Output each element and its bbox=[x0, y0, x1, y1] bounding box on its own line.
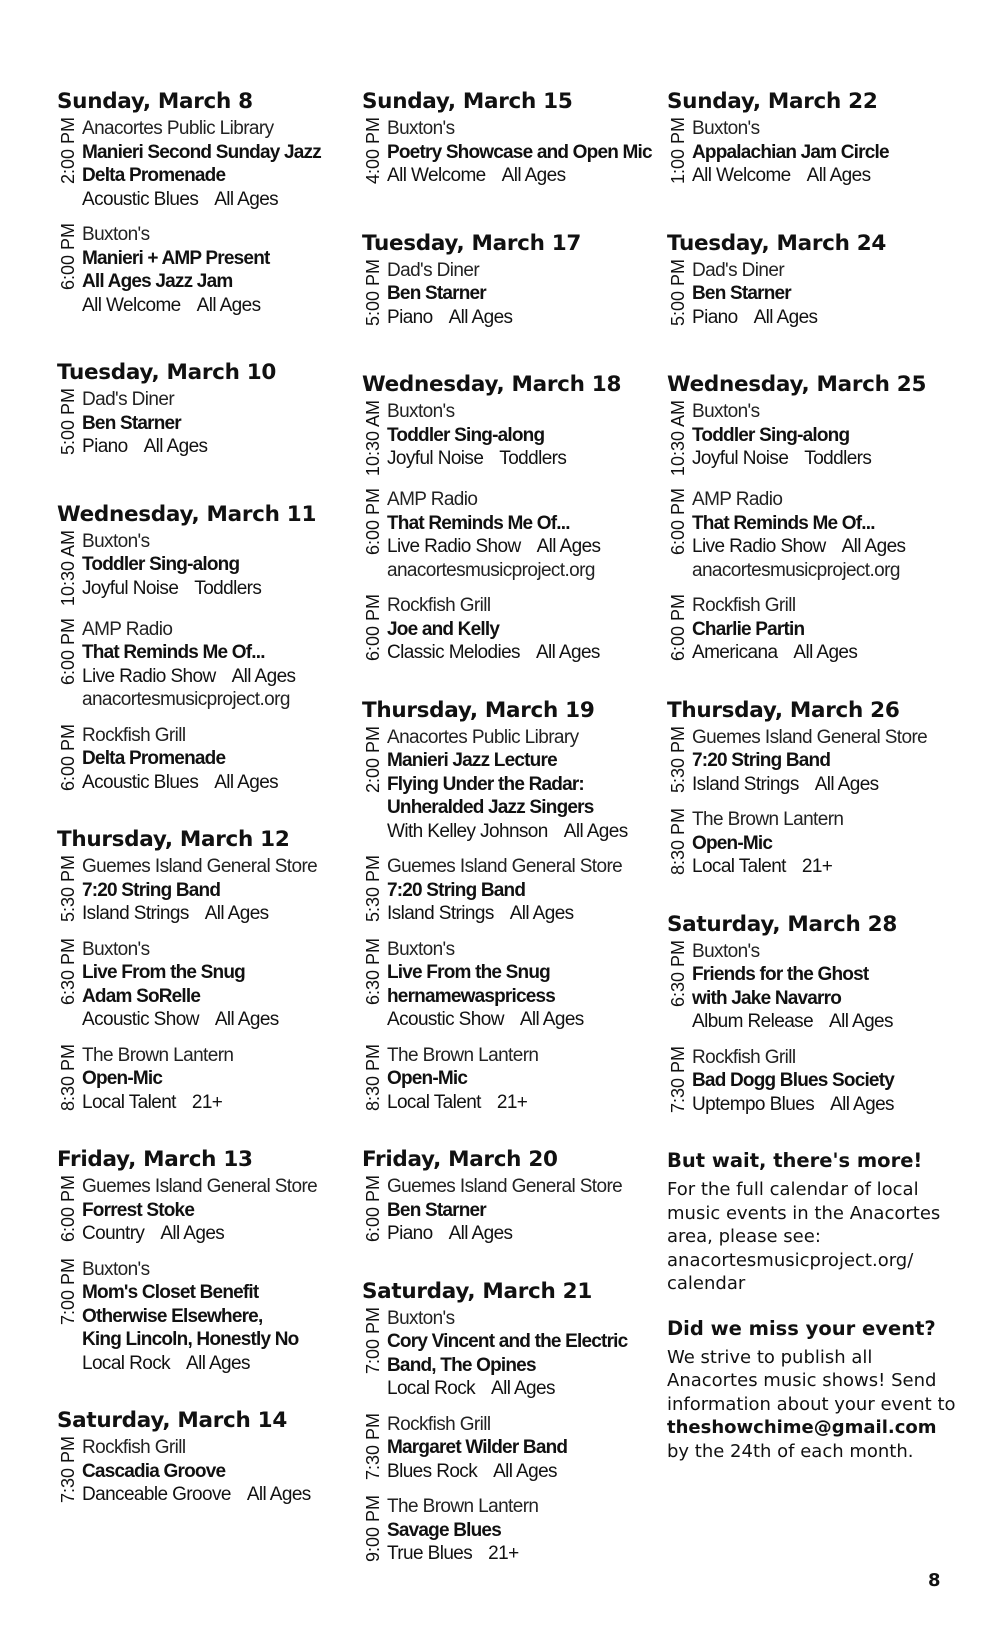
event-act: Open-Mic bbox=[82, 1068, 163, 1090]
event-ages: All Ages bbox=[231, 665, 296, 687]
event-venue: The Brown Lantern bbox=[692, 809, 844, 831]
event-venue: Anacortes Public Library bbox=[82, 118, 274, 139]
event bbox=[57, 938, 342, 1032]
event-time: 5:30 PM bbox=[58, 855, 78, 923]
event-act: Bad Dogg Blues Society bbox=[692, 1070, 894, 1092]
event bbox=[362, 400, 662, 476]
event-act: Unheralded Jazz Singers bbox=[387, 797, 594, 819]
event-time: 6:00 PM bbox=[668, 488, 688, 556]
event-time: 6:00 PM bbox=[58, 223, 78, 291]
event-genre: Piano bbox=[692, 306, 738, 328]
event-genre: Acoustic Blues bbox=[82, 188, 199, 210]
event-genre: Country bbox=[82, 1223, 145, 1245]
missed-event-text-end: by the 24th of each month. bbox=[667, 1440, 914, 1462]
event-act: Cory Vincent and the Electric bbox=[387, 1331, 628, 1353]
event-venue: Dad's Diner bbox=[82, 389, 175, 410]
day-heading: Saturday, March 21 bbox=[362, 1278, 592, 1304]
event-venue: Buxton's bbox=[82, 530, 150, 552]
event-genre: Piano bbox=[387, 1223, 433, 1245]
event-venue: Guemes Island General Store bbox=[692, 726, 928, 748]
day-heading: Wednesday, March 18 bbox=[362, 372, 622, 397]
day-tuesday-march-24 bbox=[667, 230, 957, 330]
event-ages: All Ages bbox=[536, 536, 601, 558]
day-heading: Thursday, March 26 bbox=[667, 697, 900, 723]
event bbox=[57, 1044, 342, 1115]
day-saturday-march-28 bbox=[667, 911, 957, 1117]
event-time: 7:30 PM bbox=[363, 1412, 383, 1480]
event-genre: Album Release bbox=[692, 1011, 814, 1033]
event-venue: Guemes Island General Store bbox=[82, 1176, 318, 1198]
event-genre: Joyful Noise bbox=[82, 577, 179, 599]
event-ages: All Ages bbox=[493, 1460, 557, 1482]
more-info-heading: But wait, there's more! bbox=[667, 1149, 923, 1173]
event-act: Ben Starner bbox=[82, 412, 181, 434]
event bbox=[57, 388, 342, 459]
event bbox=[362, 594, 662, 665]
event-time: 2:00 PM bbox=[363, 725, 383, 793]
event-venue: AMP Radio bbox=[387, 489, 478, 511]
event-act: That Reminds Me Of... bbox=[387, 512, 570, 534]
event-venue: Buxton's bbox=[692, 940, 760, 962]
event-act: That Reminds Me Of... bbox=[692, 512, 875, 534]
event-genre: Live Radio Show bbox=[387, 536, 521, 558]
event-time: 8:30 PM bbox=[58, 1043, 78, 1111]
missed-event-heading: Did we miss your event? bbox=[667, 1316, 936, 1340]
event bbox=[667, 488, 957, 582]
day-wednesday-march-11 bbox=[57, 501, 342, 795]
event-act: Open-Mic bbox=[387, 1068, 468, 1090]
event-time: 9:00 PM bbox=[363, 1495, 383, 1563]
event-act: 7:20 String Band bbox=[692, 750, 831, 772]
day-heading: Sunday, March 22 bbox=[667, 89, 878, 114]
event-genre: Piano bbox=[387, 306, 433, 328]
event-ages: All Ages bbox=[535, 642, 600, 664]
event-genre: Americana bbox=[692, 642, 778, 664]
event-ages: All Ages bbox=[448, 306, 513, 328]
event-venue: Dad's Diner bbox=[692, 259, 785, 281]
event-genre: Acoustic Blues bbox=[82, 771, 199, 793]
event-time: 7:30 PM bbox=[58, 1436, 78, 1504]
event-venue: Guemes Island General Store bbox=[387, 856, 623, 878]
event-time: 6:00 PM bbox=[668, 594, 688, 662]
event-act: Ben Starner bbox=[692, 283, 791, 304]
event bbox=[57, 618, 342, 712]
day-tuesday-march-17 bbox=[362, 230, 662, 330]
event-venue: Dad's Diner bbox=[387, 259, 480, 281]
contact-email-link[interactable]: theshowchime@gmail.com bbox=[667, 1417, 937, 1439]
event-genre: Acoustic Show bbox=[387, 1009, 504, 1031]
event-ages: All Ages bbox=[246, 1484, 311, 1506]
day-thursday-march-12 bbox=[57, 826, 342, 1114]
event-act: Forrest Stoke bbox=[82, 1199, 195, 1221]
event-time: 6:00 PM bbox=[58, 617, 78, 685]
event-act: Mom's Closet Benefit bbox=[82, 1282, 259, 1304]
event-ages: All Ages bbox=[143, 436, 208, 457]
event-genre: Classic Melodies bbox=[387, 642, 520, 664]
event-genre: Piano bbox=[82, 436, 128, 457]
day-sunday-march-15 bbox=[362, 88, 662, 188]
event bbox=[57, 223, 342, 317]
event-act: Delta Promenade bbox=[82, 165, 226, 186]
event-act: Manieri Jazz Lecture bbox=[387, 750, 557, 772]
event bbox=[362, 1044, 662, 1115]
event-ages: All Ages bbox=[563, 820, 628, 842]
event-venue: Buxton's bbox=[692, 118, 760, 139]
event-ages: All Ages bbox=[204, 903, 269, 925]
event bbox=[362, 726, 662, 844]
event-venue: Buxton's bbox=[387, 938, 455, 960]
event bbox=[57, 724, 342, 795]
day-heading: Tuesday, March 10 bbox=[57, 360, 277, 385]
event-time: 6:00 PM bbox=[363, 594, 383, 662]
event-genre: Joyful Noise bbox=[387, 448, 484, 469]
day-heading: Friday, March 13 bbox=[57, 1147, 253, 1173]
event-venue: Rockfish Grill bbox=[82, 1437, 186, 1459]
event bbox=[57, 855, 342, 926]
event-venue: Buxton's bbox=[387, 401, 455, 422]
event-time: 7:00 PM bbox=[58, 1257, 78, 1325]
event-act: Manieri + AMP Present bbox=[82, 247, 270, 269]
event-ages: All Ages bbox=[214, 188, 279, 210]
event-genre: Danceable Groove bbox=[82, 1484, 231, 1506]
event-act: Toddler Sing-along bbox=[82, 554, 240, 575]
more-info-section bbox=[667, 1148, 957, 1296]
event-act: 7:20 String Band bbox=[387, 879, 526, 901]
event bbox=[57, 1175, 342, 1246]
event-genre: Island Strings bbox=[387, 903, 494, 925]
event-genre: With Kelley Johnson bbox=[387, 820, 548, 842]
event-act: Cascadia Groove bbox=[82, 1460, 226, 1482]
day-heading: Sunday, March 15 bbox=[362, 89, 573, 114]
event-ages: All Ages bbox=[509, 903, 574, 925]
event-genre: Live Radio Show bbox=[82, 665, 216, 687]
event bbox=[362, 1307, 662, 1401]
missed-event-text bbox=[667, 1346, 957, 1464]
event-time: 2:00 PM bbox=[58, 117, 78, 185]
more-info-text: For the full calendar of local music events in the Anacortes area, please see: anacortesmusicproject.org/ calendar bbox=[667, 1179, 941, 1295]
event-act: Poetry Showcase and Open Mic bbox=[387, 141, 652, 163]
event-act: Open-Mic bbox=[692, 832, 773, 854]
event-act: Toddler Sing-along bbox=[387, 424, 545, 446]
day-heading: Sunday, March 8 bbox=[57, 89, 253, 114]
day-wednesday-march-18 bbox=[362, 371, 662, 665]
event bbox=[57, 117, 342, 211]
event bbox=[667, 808, 957, 879]
event-venue: Buxton's bbox=[387, 118, 455, 139]
event bbox=[57, 530, 342, 606]
event-ages: All Ages bbox=[806, 165, 871, 186]
event-url[interactable]: anacortesmusicproject.org bbox=[692, 559, 900, 581]
event-act: Live From the Snug bbox=[82, 962, 245, 984]
day-heading: Thursday, March 19 bbox=[362, 697, 595, 723]
event-venue: Rockfish Grill bbox=[692, 595, 796, 617]
event-time: 5:30 PM bbox=[363, 855, 383, 923]
event bbox=[667, 726, 957, 797]
event-act: Manieri Second Sunday Jazz bbox=[82, 141, 321, 163]
event-act: Flying Under the Radar: bbox=[387, 773, 584, 795]
event-genre: All Welcome bbox=[387, 165, 486, 186]
event-venue: Buxton's bbox=[387, 1307, 455, 1329]
event-act: That Reminds Me Of... bbox=[82, 642, 265, 664]
event-time: 5:30 PM bbox=[668, 725, 688, 793]
event bbox=[362, 117, 662, 188]
event-time: 1:00 PM bbox=[668, 117, 688, 185]
day-sunday-march-8 bbox=[57, 88, 342, 317]
event-time: 10:30 AM bbox=[363, 400, 383, 477]
event-act: Friends for the Ghost bbox=[692, 964, 869, 986]
event-ages: 21+ bbox=[496, 1091, 528, 1113]
day-heading: Saturday, March 14 bbox=[57, 1408, 287, 1434]
event bbox=[57, 1258, 342, 1376]
event-venue: Buxton's bbox=[692, 401, 760, 422]
event-act: Margaret Wilder Band bbox=[387, 1437, 568, 1459]
day-heading: Friday, March 20 bbox=[362, 1147, 558, 1173]
day-friday-march-13 bbox=[57, 1146, 342, 1375]
event-time: 5:00 PM bbox=[363, 258, 383, 326]
event bbox=[667, 400, 957, 476]
day-heading: Wednesday, March 25 bbox=[667, 372, 927, 397]
event-venue: Guemes Island General Store bbox=[82, 856, 318, 878]
event-venue: Rockfish Grill bbox=[387, 1413, 491, 1435]
day-tuesday-march-10 bbox=[57, 359, 342, 459]
event-act: Savage Blues bbox=[387, 1519, 501, 1541]
event-venue: Buxton's bbox=[82, 1258, 150, 1280]
event-venue: Rockfish Grill bbox=[82, 724, 186, 746]
event-time: 5:00 PM bbox=[668, 258, 688, 326]
event-ages: Toddlers bbox=[194, 577, 262, 599]
day-wednesday-march-25 bbox=[667, 371, 957, 665]
day-friday-march-20 bbox=[362, 1146, 662, 1246]
event bbox=[667, 940, 957, 1034]
day-thursday-march-19 bbox=[362, 697, 662, 1115]
event-act: Charlie Partin bbox=[692, 618, 805, 640]
event-act: Joe and Kelly bbox=[387, 618, 500, 640]
event-act: All Ages Jazz Jam bbox=[82, 271, 233, 292]
event-time: 10:30 AM bbox=[58, 529, 78, 606]
event-venue: AMP Radio bbox=[692, 489, 783, 511]
event-url[interactable]: anacortesmusicproject.org bbox=[387, 559, 595, 581]
day-heading: Wednesday, March 11 bbox=[57, 501, 317, 527]
day-saturday-march-14 bbox=[57, 1407, 342, 1507]
event-ages: All Ages bbox=[448, 1223, 513, 1245]
event-time: 6:30 PM bbox=[58, 937, 78, 1005]
event-act: Adam SoRelle bbox=[82, 985, 201, 1007]
event-genre: Local Talent bbox=[387, 1091, 481, 1113]
event-ages: All Ages bbox=[214, 771, 279, 793]
day-heading: Thursday, March 12 bbox=[57, 827, 290, 853]
event bbox=[362, 938, 662, 1032]
event-ages: All Ages bbox=[829, 1011, 893, 1033]
event-genre: Island Strings bbox=[82, 903, 189, 925]
event bbox=[667, 117, 957, 188]
event-time: 8:30 PM bbox=[363, 1043, 383, 1111]
event-venue: The Brown Lantern bbox=[387, 1044, 539, 1066]
day-thursday-march-26 bbox=[667, 697, 957, 879]
event bbox=[667, 594, 957, 665]
event-venue: The Brown Lantern bbox=[82, 1044, 234, 1066]
event-venue: Buxton's bbox=[82, 938, 150, 960]
event-act: King Lincoln, Honestly No bbox=[82, 1329, 299, 1351]
event-genre: Joyful Noise bbox=[692, 448, 789, 469]
event-ages: All Ages bbox=[830, 1093, 894, 1115]
event-ages: 21+ bbox=[801, 856, 833, 878]
event-genre: Local Rock bbox=[82, 1352, 170, 1374]
event-genre: Local Talent bbox=[82, 1091, 176, 1113]
event-act: Band, The Opines bbox=[387, 1354, 536, 1376]
event-ages: All Ages bbox=[214, 1009, 279, 1031]
event-time: 4:00 PM bbox=[363, 117, 383, 185]
event-venue: Guemes Island General Store bbox=[387, 1176, 623, 1198]
event-ages: All Ages bbox=[501, 165, 566, 186]
event-ages: All Ages bbox=[841, 536, 906, 558]
event-venue: Buxton's bbox=[82, 224, 150, 245]
event-time: 6:30 PM bbox=[668, 939, 688, 1007]
event-venue: AMP Radio bbox=[82, 618, 173, 640]
event-genre: Acoustic Show bbox=[82, 1009, 199, 1031]
event-time: 7:00 PM bbox=[363, 1306, 383, 1374]
event-venue: The Brown Lantern bbox=[387, 1496, 539, 1518]
event bbox=[362, 488, 662, 582]
event bbox=[362, 259, 662, 330]
event-act: Ben Starner bbox=[387, 283, 486, 304]
day-heading: Saturday, March 28 bbox=[667, 911, 897, 937]
event-ages: Toddlers bbox=[499, 448, 567, 469]
event-genre: All Welcome bbox=[692, 165, 791, 186]
event-act: Ben Starner bbox=[387, 1199, 486, 1221]
event-url[interactable]: anacortesmusicproject.org bbox=[82, 689, 290, 711]
event-time: 8:30 PM bbox=[668, 808, 688, 876]
day-heading: Tuesday, March 24 bbox=[667, 230, 887, 256]
column-2 bbox=[362, 88, 662, 1578]
column-1 bbox=[57, 88, 342, 1519]
event-act: Live From the Snug bbox=[387, 962, 550, 984]
event-genre: Local Talent bbox=[692, 856, 786, 878]
event-genre: Uptempo Blues bbox=[692, 1093, 815, 1115]
event-genre: Island Strings bbox=[692, 773, 799, 795]
event-ages: Toddlers bbox=[804, 448, 872, 469]
event-venue: Anacortes Public Library bbox=[387, 726, 579, 748]
event-time: 6:30 PM bbox=[363, 937, 383, 1005]
column-3 bbox=[667, 88, 957, 1463]
event-act: 7:20 String Band bbox=[82, 879, 221, 901]
event bbox=[362, 1175, 662, 1246]
day-heading: Tuesday, March 17 bbox=[362, 230, 582, 256]
event bbox=[362, 855, 662, 926]
event bbox=[667, 259, 957, 330]
event-venue: Rockfish Grill bbox=[692, 1046, 796, 1068]
event-act: Toddler Sing-along bbox=[692, 424, 850, 446]
event-genre: True Blues bbox=[387, 1543, 473, 1565]
event bbox=[362, 1495, 662, 1566]
event-act: Otherwise Elsewhere, bbox=[82, 1305, 263, 1327]
event-time: 6:00 PM bbox=[58, 723, 78, 791]
event-time: 6:00 PM bbox=[363, 1175, 383, 1243]
event-act: Delta Promenade bbox=[82, 748, 226, 770]
day-saturday-march-21 bbox=[362, 1278, 662, 1566]
event-genre: Blues Rock bbox=[387, 1460, 478, 1482]
event-act: Appalachian Jam Circle bbox=[692, 141, 889, 163]
event bbox=[362, 1413, 662, 1484]
event-ages: All Ages bbox=[753, 306, 818, 328]
event-venue: Rockfish Grill bbox=[387, 595, 491, 617]
event-ages: 21+ bbox=[191, 1091, 223, 1113]
event-act: hernamewaspricess bbox=[387, 985, 556, 1007]
event-ages: All Ages bbox=[793, 642, 858, 664]
event-time: 7:30 PM bbox=[668, 1045, 688, 1113]
event-ages: All Ages bbox=[491, 1378, 555, 1400]
event-genre: All Welcome bbox=[82, 294, 181, 316]
missed-event-section bbox=[667, 1316, 957, 1464]
event-time: 10:30 AM bbox=[668, 400, 688, 477]
event-ages: All Ages bbox=[196, 294, 261, 316]
event-time: 6:00 PM bbox=[363, 488, 383, 556]
event-ages: All Ages bbox=[186, 1352, 250, 1374]
event bbox=[57, 1436, 342, 1507]
event-time: 6:00 PM bbox=[58, 1175, 78, 1243]
day-sunday-march-22 bbox=[667, 88, 957, 188]
event bbox=[667, 1046, 957, 1117]
event-genre: Live Radio Show bbox=[692, 536, 826, 558]
event-ages: All Ages bbox=[160, 1223, 225, 1245]
missed-event-text-start: We strive to publish all Anacortes music shows! Send information about your event to bbox=[667, 1346, 956, 1415]
event-genre: Local Rock bbox=[387, 1378, 475, 1400]
event-ages: All Ages bbox=[814, 773, 879, 795]
event-ages: 21+ bbox=[488, 1543, 519, 1565]
event-time: 5:00 PM bbox=[58, 388, 78, 456]
event-act: with Jake Navarro bbox=[692, 987, 842, 1009]
event-ages: All Ages bbox=[519, 1009, 584, 1031]
page-number: 8 bbox=[928, 1570, 941, 1591]
